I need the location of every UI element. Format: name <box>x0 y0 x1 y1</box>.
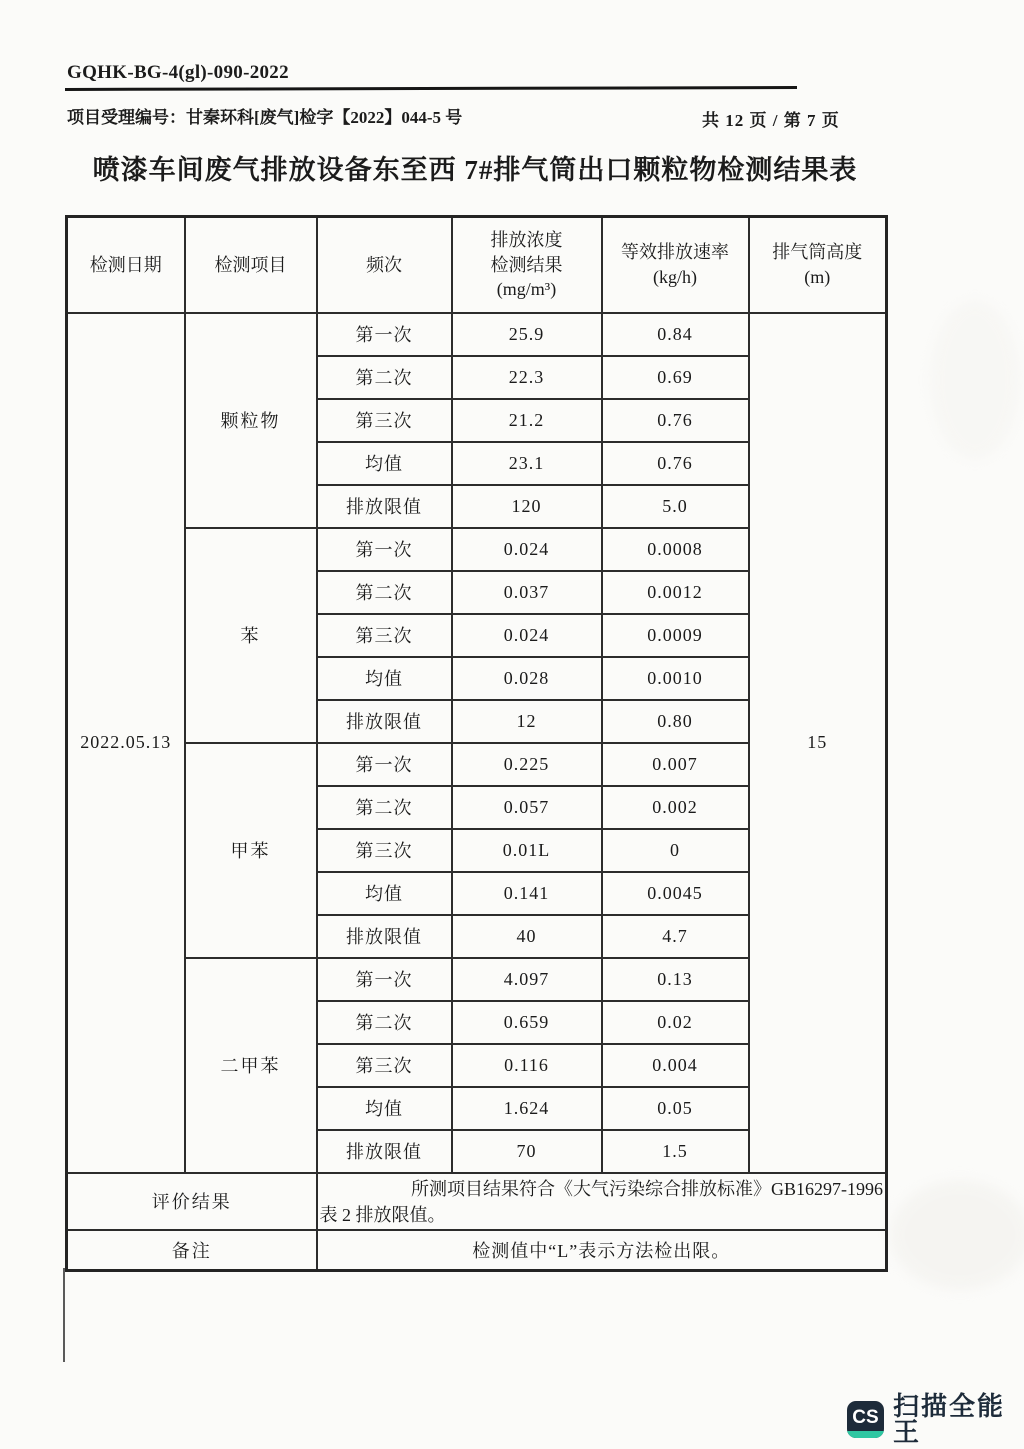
emission-rate-cell: 1.5 <box>602 1130 749 1173</box>
emission-rate-cell: 0.76 <box>602 442 749 485</box>
emission-rate-cell: 4.7 <box>602 915 749 958</box>
column-header-line: 检测日期 <box>89 254 162 275</box>
emission-rate-cell: 0.69 <box>602 356 749 399</box>
emission-rate-cell: 0.0009 <box>602 614 749 657</box>
emission-rate-cell: 0.80 <box>602 700 749 743</box>
column-header-line: (m) <box>804 266 831 287</box>
detection-date-cell: 2022.05.13 <box>67 313 185 1173</box>
page-indicator: 共 12 页 / 第 7 页 <box>702 111 840 130</box>
detection-item-cell: 甲苯 <box>185 743 317 958</box>
column-header-line: 排气筒高度 <box>772 242 863 263</box>
table-row <box>67 313 887 356</box>
frequency-cell: 均值 <box>317 872 452 915</box>
column-header <box>749 217 887 313</box>
evaluation-label-cell: 评价结果 <box>67 1173 317 1230</box>
concentration-cell: 0.028 <box>452 657 602 700</box>
emission-rate-cell: 0 <box>602 829 749 872</box>
column-header-line: 检测结果 <box>490 254 563 275</box>
detection-item-cell: 颗粒物 <box>185 313 317 528</box>
concentration-cell: 23.1 <box>452 442 602 485</box>
concentration-cell: 0.225 <box>452 743 602 786</box>
emission-rate-cell: 0.004 <box>602 1044 749 1087</box>
camscanner-badge-accent <box>847 1431 884 1438</box>
camscanner-watermark <box>847 1393 1024 1445</box>
frequency-cell: 排放限值 <box>317 915 452 958</box>
emission-rate-cell: 0.13 <box>602 958 749 1001</box>
column-header-line: 检测项目 <box>214 254 287 275</box>
column-header <box>67 217 185 313</box>
frequency-cell: 排放限值 <box>317 485 452 528</box>
column-header <box>185 217 317 313</box>
concentration-cell: 0.01L <box>452 829 602 872</box>
emission-rate-cell: 5.0 <box>602 485 749 528</box>
frequency-cell: 第一次 <box>317 958 452 1001</box>
concentration-cell: 22.3 <box>452 356 602 399</box>
page-title: 喷漆车间废气排放设备东至西 7#排气筒出口颗粒物检测结果表 <box>92 155 858 185</box>
concentration-cell: 0.141 <box>452 872 602 915</box>
frequency-cell: 第二次 <box>317 356 452 399</box>
camscanner-logo-icon <box>847 1401 884 1438</box>
remark-content-cell: 检测值中“L”表示方法检出限。 <box>317 1230 887 1271</box>
evaluation-text-line: 所测项目结果符合《大气污染综合排放标准》GB16297-1996 <box>411 1179 883 1199</box>
detection-item-cell: 二甲苯 <box>185 958 317 1173</box>
camscanner-badge-text: CS <box>852 1406 879 1428</box>
scan-artifact-blotch <box>890 1180 1024 1290</box>
frequency-cell: 第三次 <box>317 399 452 442</box>
emission-rate-cell: 0.0010 <box>602 657 749 700</box>
stack-height-cell: 15 <box>749 313 887 1173</box>
emission-rate-cell: 0.007 <box>602 743 749 786</box>
frequency-cell: 第三次 <box>317 829 452 872</box>
frequency-cell: 第二次 <box>317 786 452 829</box>
remark-label-cell: 备注 <box>67 1230 317 1271</box>
concentration-cell: 0.659 <box>452 1001 602 1044</box>
frequency-cell: 均值 <box>317 657 452 700</box>
camscanner-app-name: 扫描全能王 <box>893 1391 1006 1447</box>
frequency-cell: 第二次 <box>317 571 452 614</box>
column-header <box>452 217 602 313</box>
frequency-cell: 第一次 <box>317 528 452 571</box>
column-header-line: (mg/m³) <box>496 278 557 299</box>
concentration-cell: 0.116 <box>452 1044 602 1087</box>
evaluation-text-line: 表 2 排放限值。 <box>319 1205 446 1225</box>
frequency-cell: 排放限值 <box>317 700 452 743</box>
concentration-cell: 12 <box>452 700 602 743</box>
concentration-cell: 0.024 <box>452 528 602 571</box>
document-code: GQHK-BG-4(gl)-090-2022 <box>67 62 289 83</box>
emission-rate-cell: 0.002 <box>602 786 749 829</box>
concentration-cell: 21.2 <box>452 399 602 442</box>
scan-edge-line <box>63 1268 65 1362</box>
concentration-cell: 0.057 <box>452 786 602 829</box>
header-rule-line <box>65 86 797 91</box>
column-header <box>602 217 749 313</box>
column-header-line: (kg/h) <box>653 266 697 287</box>
concentration-cell: 1.624 <box>452 1087 602 1130</box>
concentration-cell: 0.024 <box>452 614 602 657</box>
emission-rate-cell: 0.02 <box>602 1001 749 1044</box>
remark-row <box>67 1230 887 1271</box>
concentration-cell: 0.037 <box>452 571 602 614</box>
detection-item-cell: 苯 <box>185 528 317 743</box>
emission-rate-cell: 0.05 <box>602 1087 749 1130</box>
emission-rate-cell: 0.76 <box>602 399 749 442</box>
concentration-cell: 4.097 <box>452 958 602 1001</box>
results-table <box>65 215 888 1272</box>
emission-rate-cell: 0.0012 <box>602 571 749 614</box>
acceptance-number: 项目受理编号：甘秦环科[废气]检字【2022】044-5 号 <box>67 108 463 127</box>
emission-rate-cell: 0.84 <box>602 313 749 356</box>
frequency-cell: 排放限值 <box>317 1130 452 1173</box>
frequency-cell: 第三次 <box>317 614 452 657</box>
column-header <box>317 217 452 313</box>
column-header-line: 排放浓度 <box>490 230 563 251</box>
column-header-line: 频次 <box>366 254 402 275</box>
scan-artifact-blotch <box>930 300 1020 460</box>
emission-rate-cell: 0.0008 <box>602 528 749 571</box>
frequency-cell: 第三次 <box>317 1044 452 1087</box>
emission-rate-cell: 0.0045 <box>602 872 749 915</box>
frequency-cell: 均值 <box>317 442 452 485</box>
concentration-cell: 25.9 <box>452 313 602 356</box>
concentration-cell: 70 <box>452 1130 602 1173</box>
frequency-cell: 均值 <box>317 1087 452 1130</box>
concentration-cell: 40 <box>452 915 602 958</box>
table-header-row <box>67 217 887 313</box>
evaluation-content-cell <box>317 1173 887 1230</box>
evaluation-row <box>67 1173 887 1230</box>
frequency-cell: 第一次 <box>317 743 452 786</box>
column-header-line: 等效排放速率 <box>621 242 729 263</box>
concentration-cell: 120 <box>452 485 602 528</box>
frequency-cell: 第一次 <box>317 313 452 356</box>
frequency-cell: 第二次 <box>317 1001 452 1044</box>
